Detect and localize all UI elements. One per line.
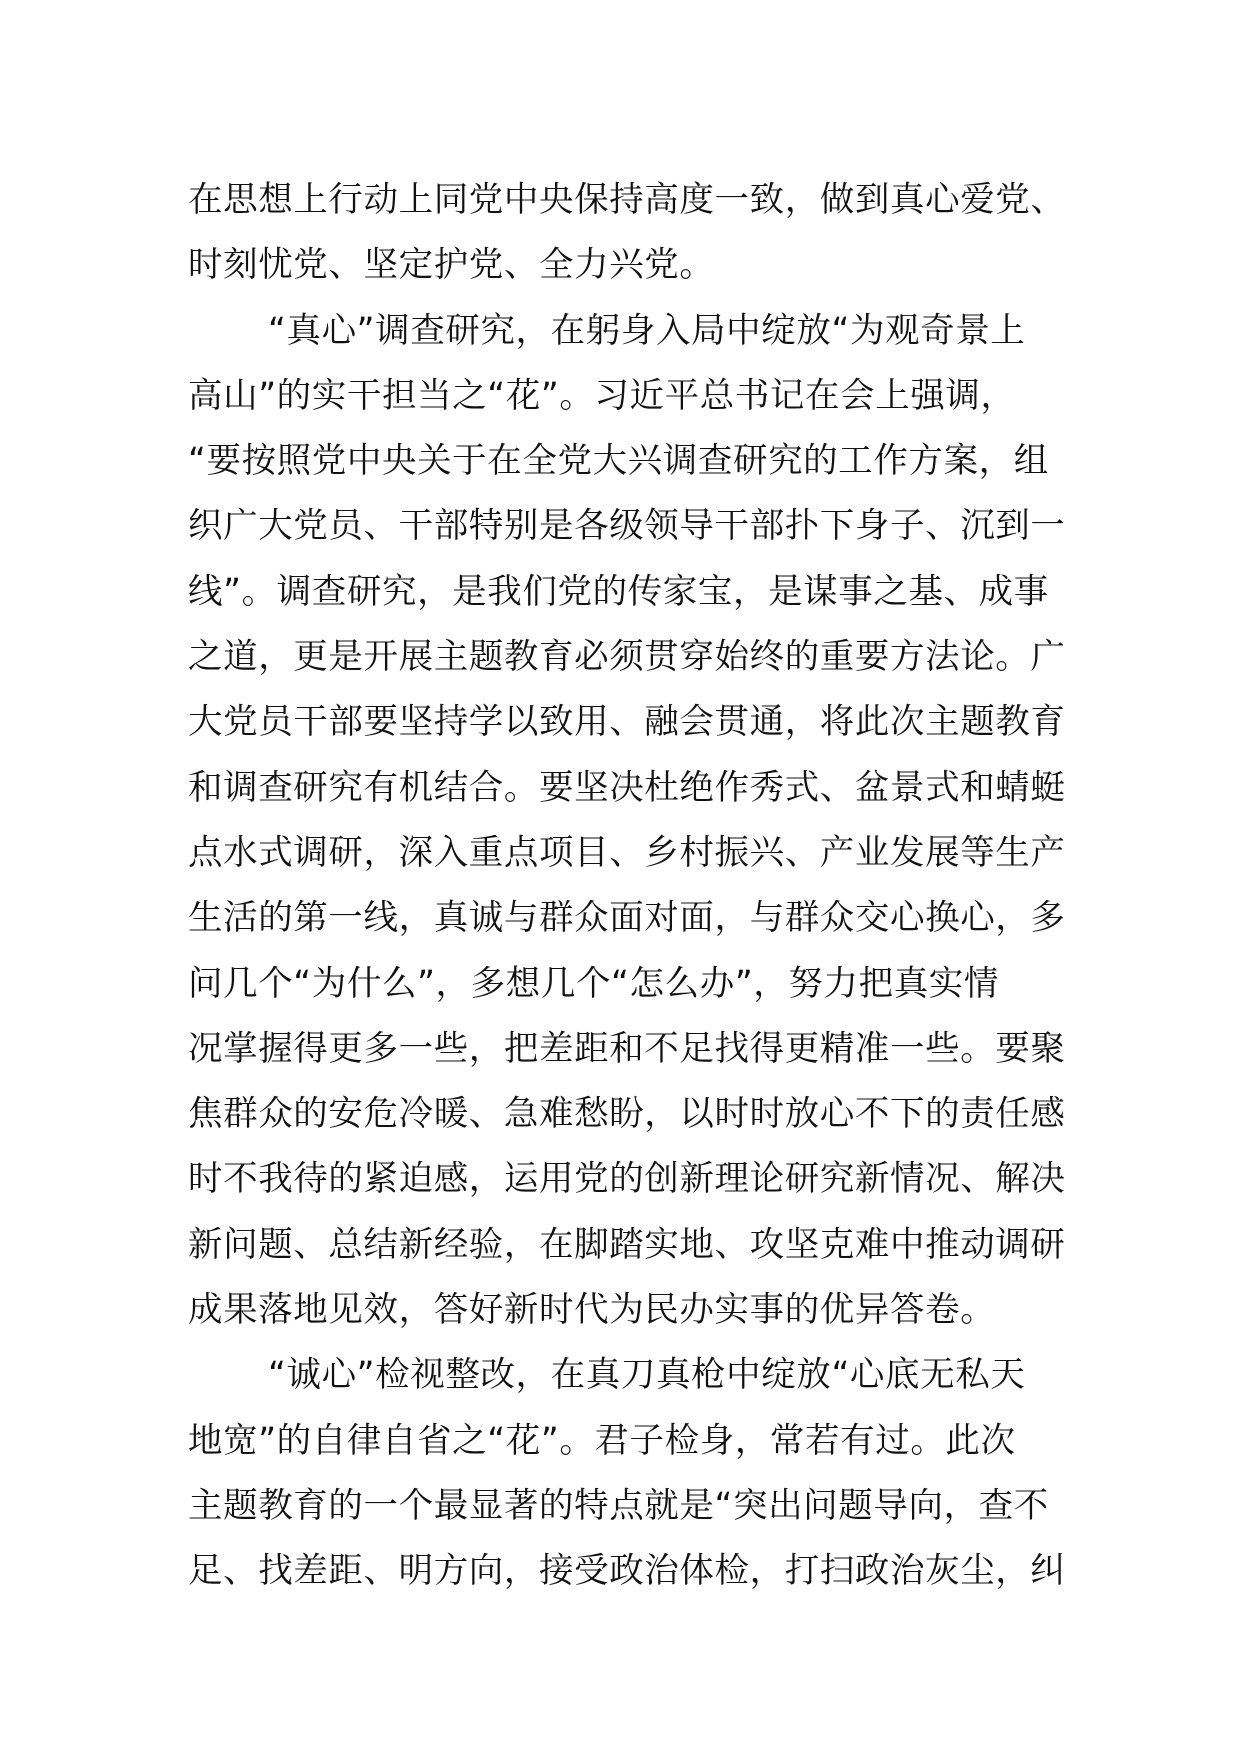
text-line: 大党员干部要坚持学以致用、融会贯通，将此次主题教育 [188,702,1066,743]
paragraph-start-line: “真心”调查研究，在躬身入局中绽放“为观奇景上 [268,310,1026,351]
text-line: 足、找差距、明方向，接受政治体检，打扫政治灰尘，纠 [188,1551,1066,1592]
text-line: 之道，更是开展主题教育必须贯穿始终的重要方法论。广 [188,637,1066,678]
text-line: 高山”的实干担当之“花”。习近平总书记在会上强调， [188,375,1016,416]
text-line: 时刻忧党、坚定护党、全力兴党。 [188,245,715,286]
text-line: 织广大党员、干部特别是各级领导干部扑下身子、沉到一 [188,506,1066,547]
text-line: 和调查研究有机结合。要坚决杜绝作秀式、盆景式和蜻蜓 [188,767,1066,808]
text-line: 成果落地见效，答好新时代为民办实事的优异答卷。 [188,1290,996,1331]
text-line: “要按照党中央关于在全党大兴调查研究的工作方案，组 [188,441,1049,482]
text-line: 新问题、总结新经验，在脚踏实地、攻坚克难中推动调研 [188,1224,1066,1265]
text-line: 时不我待的紧迫感，运用党的创新理论研究新情况、解决 [188,1159,1066,1200]
text-line: 生活的第一线，真诚与群众面对面，与群众交心换心，多 [188,898,1066,939]
text-line: 在思想上行动上同党中央保持高度一致，做到真心爱党、 [188,180,1066,220]
text-line: 焦群众的安危冷暖、急难愁盼，以时时放心不下的责任感 [188,1094,1066,1135]
text-line: 地宽”的自律自省之“花”。君子检身，常若有过。此次 [188,1420,1016,1461]
text-line: 线”。调查研究，是我们党的传家宝，是谋事之基、成事 [188,571,1049,612]
text-line: 主题教育的一个最显著的特点就是“突出问题导向，查不 [188,1485,1049,1526]
text-line: 况掌握得更多一些，把差距和不足找得更精准一些。要聚 [188,1028,1066,1069]
paragraph-start-line: “诚心”检视整改，在真刀真枪中绽放“心底无私天 [268,1355,1026,1396]
body-text [188,168,1066,1605]
text-line: 点水式调研，深入重点项目、乡村振兴、产业发展等生产 [188,832,1066,873]
text-line: 问几个“为什么”，多想几个“怎么办”，努力把真实情 [188,963,999,1004]
